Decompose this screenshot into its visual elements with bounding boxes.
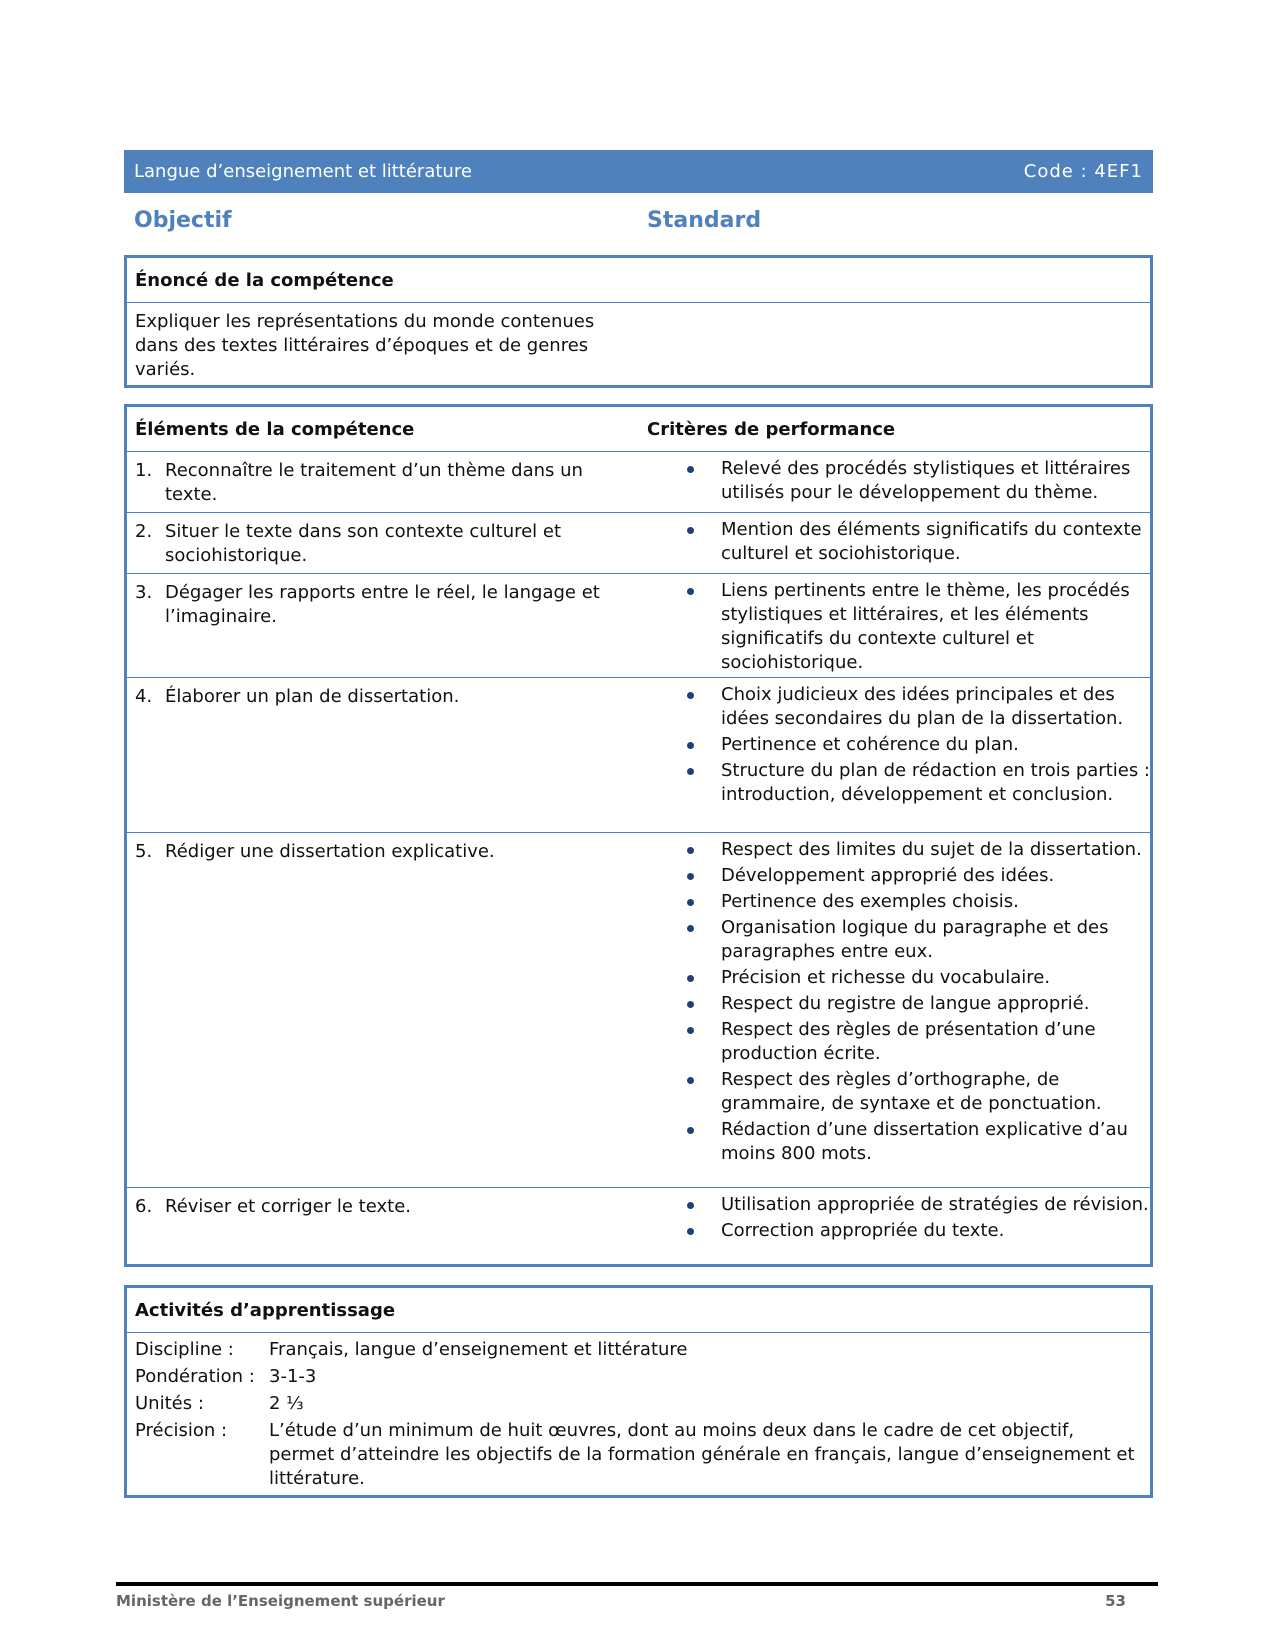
activite-discipline [135,1338,1142,1362]
activite-label: Pondération : [135,1366,255,1387]
criteria-item: Organisation logique du paragraphe et des paragraphes entre eux. [681,916,1151,964]
element-number: 2. [135,521,153,542]
criteria-item: Pertinence des exemples choisis. [681,890,1151,914]
bullet-icon [687,742,694,749]
page-footer [116,1592,1126,1610]
activite-unites [135,1392,1142,1416]
activites-body [127,1333,1150,1499]
element-cell [135,1195,605,1219]
criteria-item: Structure du plan de rédaction en trois parties : introduction, développement et conclusion. [681,759,1151,807]
element-cell [135,840,605,864]
bullet-icon [687,873,694,880]
element-number: 6. [135,1196,153,1217]
heading-standard: Standard [647,208,762,233]
criteria-list [681,518,1151,568]
section-headings [124,208,1153,244]
bullet-icon [687,1027,694,1034]
bullet-icon [687,1127,694,1134]
table-row [127,452,1150,513]
criteria-item: Utilisation appropriée de stratégies de révision. [681,1193,1151,1217]
criteria-item: Mention des éléments significatifs du contexte culturel et sociohistorique. [681,518,1151,566]
criteria-item: Correction appropriée du texte. [681,1219,1151,1243]
table-row [127,833,1150,1188]
criteria-item: Rédaction d’une dissertation explicative d’au moins 800 mots. [681,1118,1151,1166]
element-text: Situer le texte dans son contexte culturel et sociohistorique. [165,521,562,566]
criteria-item: Relevé des procédés stylistiques et littéraires utilisés pour le développement du thème. [681,457,1151,505]
activite-value: 2 ⅓ [269,1393,304,1414]
column-header-criteres: Critères de performance [647,418,896,440]
criteria-item: Pertinence et cohérence du plan. [681,733,1151,757]
table-row [127,513,1150,574]
elements-table [124,404,1153,1267]
activite-label: Précision : [135,1420,228,1441]
bullet-icon [687,527,694,534]
bullet-icon [687,466,694,473]
footer-publisher: Ministère de l’Enseignement supérieur [116,1592,445,1610]
element-number: 1. [135,460,153,481]
criteria-list [681,457,1151,507]
column-header-elements: Éléments de la compétence [135,418,415,440]
page-number: 53 [1105,1592,1126,1610]
element-cell [135,581,605,629]
bullet-icon [687,925,694,932]
activite-label: Discipline : [135,1339,234,1360]
bullet-icon [687,847,694,854]
table-row [127,574,1150,678]
element-text: Élaborer un plan de dissertation. [165,686,460,707]
bullet-icon [687,1202,694,1209]
element-cell [135,685,605,709]
element-cell [135,459,605,507]
elements-table-header [127,407,1150,452]
activite-label: Unités : [135,1393,204,1414]
criteria-item: Respect des règles d’orthographe, de grammaire, de syntaxe et de ponctuation. [681,1068,1151,1116]
element-text: Réviser et corriger le texte. [165,1196,411,1217]
enonce-text: Expliquer les représentations du monde contenues dans des textes littéraires d’époques et de genres variés. [135,311,595,380]
activite-precision [135,1419,1142,1491]
course-code: Code : 4EF1 [1023,161,1143,182]
element-text: Reconnaître le traitement d’un thème dans un texte. [165,460,583,505]
activite-value: L’étude d’un minimum de huit œuvres, dont au moins deux dans le cadre de cet objectif, permet d’atteindre les objectifs de la formation générale en français, langue d’enseignement et littérature. [269,1420,1135,1489]
criteria-item: Respect des limites du sujet de la dissertation. [681,838,1151,862]
footer-divider [116,1582,1158,1586]
bullet-icon [687,1077,694,1084]
criteria-list [681,1193,1151,1245]
criteria-list [681,838,1151,1168]
bullet-icon [687,588,694,595]
criteria-item: Respect des règles de présentation d’une production écrite. [681,1018,1151,1066]
activite-ponderation [135,1365,1142,1389]
criteria-item: Précision et richesse du vocabulaire. [681,966,1151,990]
criteria-item: Liens pertinents entre le thème, les procédés stylistiques et littéraires, et les éléments significatifs du contexte culturel et sociohistorique. [681,579,1151,675]
element-number: 5. [135,841,153,862]
element-number: 4. [135,686,153,707]
activite-value: 3-1-3 [269,1366,317,1387]
bullet-icon [687,768,694,775]
enonce-title: Énoncé de la compétence [127,258,1150,303]
enonce-box [124,255,1153,388]
criteria-list [681,683,1151,809]
heading-objectif: Objectif [134,208,232,233]
course-title: Langue d’enseignement et littérature [134,161,472,182]
bullet-icon [687,975,694,982]
element-number: 3. [135,582,153,603]
element-text: Dégager les rapports entre le réel, le langage et l’imaginaire. [165,582,600,627]
criteria-item: Choix judicieux des idées principales et des idées secondaires du plan de la dissertation. [681,683,1151,731]
course-title-bar [124,150,1153,193]
table-row [127,1188,1150,1268]
activites-box [124,1285,1153,1498]
element-cell [135,520,605,568]
element-text: Rédiger une dissertation explicative. [165,841,495,862]
criteria-list [681,579,1151,677]
activites-title: Activités d’apprentissage [127,1288,1150,1333]
table-row [127,678,1150,833]
activite-value: Français, langue d’enseignement et littérature [269,1339,688,1360]
bullet-icon [687,899,694,906]
bullet-icon [687,1228,694,1235]
criteria-item: Respect du registre de langue approprié. [681,992,1151,1016]
elements-rows [127,452,1150,1268]
bullet-icon [687,1001,694,1008]
criteria-item: Développement approprié des idées. [681,864,1151,888]
bullet-icon [687,692,694,699]
